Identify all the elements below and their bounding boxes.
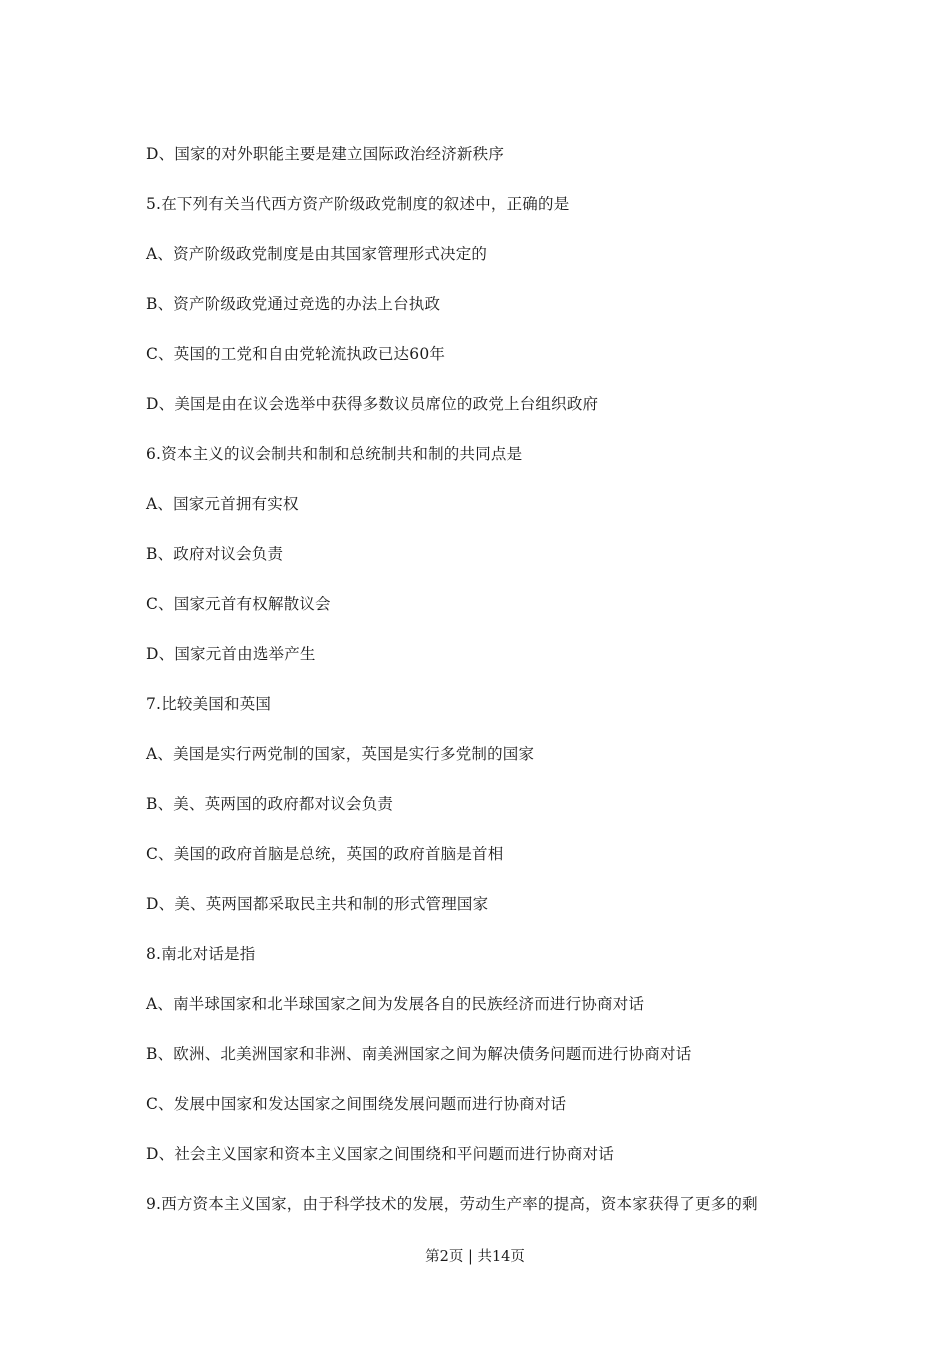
question-5-option-b: B、资产阶级政党通过竞选的办法上台执政 [146, 295, 441, 313]
question-5-option-d: D、美国是由在议会选举中获得多数议员席位的政党上台组织政府 [146, 395, 599, 413]
question-8-stem: 8.南北对话是指 [146, 945, 256, 963]
question-6-option-c: C、国家元首有权解散议会 [146, 595, 331, 613]
option-d-line: D、国家的对外职能主要是建立国际政治经济新秩序 [146, 145, 505, 163]
question-9-stem: 9.西方资本主义国家，由于科学技术的发展，劳动生产率的提高，资本家获得了更多的剩 [146, 1195, 758, 1213]
question-5-option-c: C、英国的工党和自由党轮流执政已达60年 [146, 345, 446, 363]
question-7-option-c: C、美国的政府首脑是总统，英国的政府首脑是首相 [146, 845, 504, 863]
question-8-option-a: A、南半球国家和北半球国家之间为发展各自的民族经济而进行协商对话 [146, 995, 645, 1013]
page-footer: 第2页 | 共14页 [425, 1249, 525, 1265]
question-5-stem: 5.在下列有关当代西方资产阶级政党制度的叙述中，正确的是 [146, 195, 570, 213]
question-text-block [146, 141, 866, 1241]
question-7-stem: 7.比较美国和英国 [146, 695, 272, 713]
question-8-option-b: B、欧洲、北美洲国家和非洲、南美洲国家之间为解决债务问题而进行协商对话 [146, 1045, 692, 1063]
question-5-option-a: A、资产阶级政党制度是由其国家管理形式决定的 [146, 245, 488, 263]
question-7-option-b: B、美、英两国的政府都对议会负责 [146, 795, 394, 813]
question-6-option-a: A、国家元首拥有实权 [146, 495, 299, 513]
question-6-option-b: B、政府对议会负责 [146, 545, 284, 563]
question-6-stem: 6.资本主义的议会制共和制和总统制共和制的共同点是 [146, 445, 523, 463]
question-8-option-c: C、发展中国家和发达国家之间围绕发展问题而进行协商对话 [146, 1095, 567, 1113]
question-7-option-a: A、美国是实行两党制的国家，英国是实行多党制的国家 [146, 745, 535, 763]
question-8-option-d: D、社会主义国家和资本主义国家之间围绕和平问题而进行协商对话 [146, 1145, 614, 1163]
question-6-option-d: D、国家元首由选举产生 [146, 645, 316, 663]
question-7-option-d: D、美、英两国都采取民主共和制的形式管理国家 [146, 895, 489, 913]
